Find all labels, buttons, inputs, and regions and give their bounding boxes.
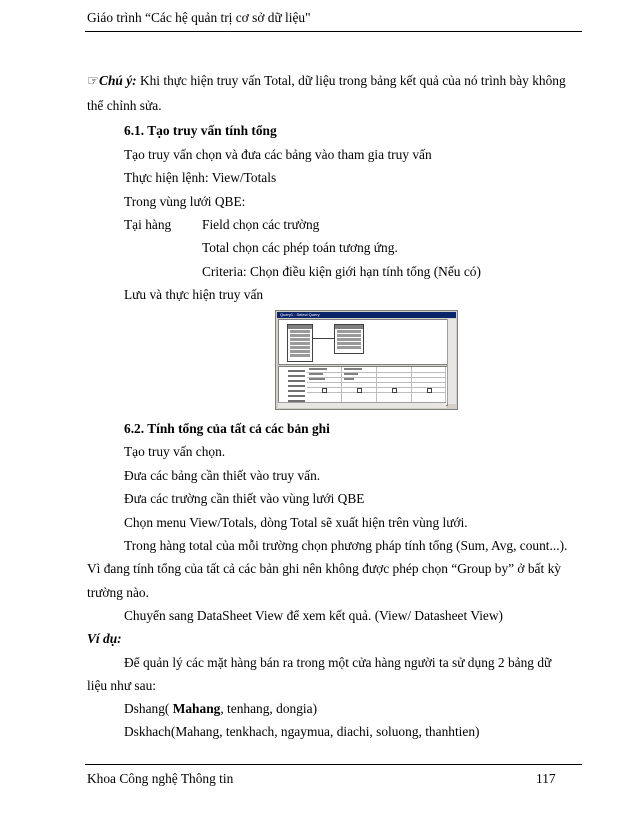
paragraph: Để quản lý các mặt hàng bán ra trong một cửa hàng người ta sử dụng 2 bảng dữ [124, 655, 552, 670]
footer-text: Khoa Công nghệ Thông tin [87, 771, 234, 786]
paragraph: Vì đang tính tổng của tất cả các bản ghi nên không được phép chọn “Group by” ở bất kỳ [87, 561, 561, 576]
paragraph: Chuyển sang DataSheet View để xem kết quả. (View/ Datasheet View) [124, 608, 503, 623]
paragraph: trường nào. [87, 585, 149, 600]
join-line [312, 338, 334, 339]
paragraph: Thực hiện lệnh: View/Totals [124, 170, 277, 185]
paragraph: liệu như sau: [87, 678, 156, 693]
note-text: Khi thực hiện truy vấn Total, dữ liệu trong bảng kết quả của nó trình bày không [136, 73, 566, 88]
paragraph: Trong vùng lưới QBE: [124, 194, 246, 209]
query-window-titlebar [277, 312, 456, 318]
example-label: Ví dụ: [87, 631, 122, 646]
primary-key: Mahang [172, 701, 221, 716]
checkbox-icon [322, 388, 327, 393]
row-label: Tại hàng [124, 217, 172, 232]
note-label: Chú ý: [99, 73, 137, 88]
paragraph: Tạo truy vấn chọn. [124, 444, 226, 459]
paragraph: Tạo truy vấn chọn và đưa các bảng vào tham gia truy vấn [124, 147, 432, 162]
checkbox-icon [357, 388, 362, 393]
pointing-hand-icon: ☞ [87, 73, 100, 88]
note-line-2: thể chỉnh sửa. [87, 98, 162, 113]
sub-item: Field chọn các trường [202, 217, 320, 232]
query-design-screenshot [275, 310, 458, 410]
table-box [287, 324, 313, 362]
section-heading-6-1: 6.1. Tạo truy vấn tính tổng [124, 123, 277, 138]
checkbox-icon [392, 388, 397, 393]
dskhach-schema: Dskhach(Mahang, tenkhach, ngaymua, diachi, soluong, thanhtien) [124, 724, 480, 739]
table-pane [278, 319, 448, 365]
table-box [334, 324, 364, 354]
checkbox-icon [427, 388, 432, 393]
note-line-1 [87, 73, 566, 89]
page-header: Giáo trình “Các hệ quản trị cơ sở dữ liệu" [87, 10, 311, 25]
footer-rule [85, 764, 582, 765]
sub-item: Criteria: Chọn điều kiện giới hạn tính tổng (Nếu có) [202, 264, 481, 279]
query-window-title: Query1 : Select Query [280, 312, 320, 317]
section-heading-6-2: 6.2. Tính tổng của tất cả các bản ghi [124, 421, 330, 436]
vertical-scrollbar [447, 319, 456, 404]
paragraph: Đưa các bảng cần thiết vào truy vấn. [124, 468, 321, 483]
dshang-schema: Dshang( Mahang, tenhang, dongia) [124, 701, 318, 716]
header-rule [85, 31, 582, 32]
page-number: 117 [536, 771, 556, 786]
paragraph: Chọn menu View/Totals, dòng Total sẽ xuất hiện trên vùng lưới. [124, 515, 468, 530]
paragraph: Đưa các trường cần thiết vào vùng lưới QBE [124, 491, 365, 506]
qbe-grid [278, 366, 448, 406]
paragraph: Trong hàng total của mỗi trường chọn phương pháp tính tổng (Sum, Avg, count...). [124, 538, 568, 553]
horizontal-scrollbar [278, 402, 446, 408]
paragraph: Lưu và thực hiện truy vấn [124, 287, 264, 302]
sub-item: Total chọn các phép toán tương ứng. [202, 240, 398, 255]
